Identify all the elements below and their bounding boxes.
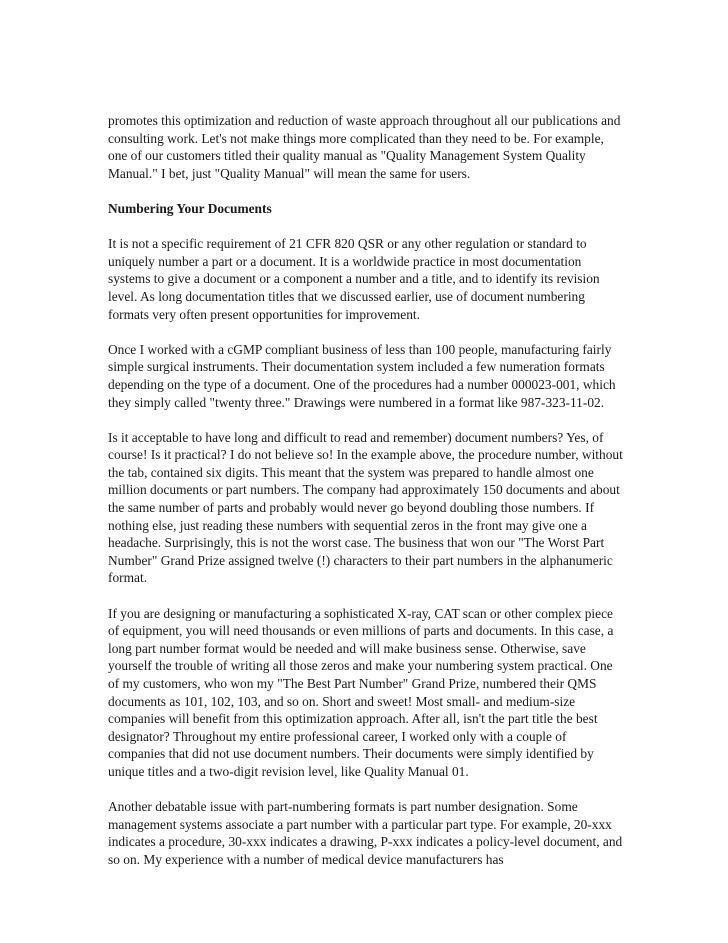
paragraph-cgmp-example: Once I worked with a cGMP compliant business of less than 100 people, manufacturing fairly simple surgical instruments. Their documentation system included a few numeration formats depending on the type of a document. One of the procedures had a number 000023-001, which they simply called "twenty three." Drawings were numbered in a format like 987-323-11-02. bbox=[108, 341, 616, 410]
paragraph-complex-equipment: If you are designing or manufacturing a sophisticated X-ray, CAT scan or other complex piece of equipment, you will need thousands or even millions of parts and documents. In this case, a long part number format would be needed and will make business sense. Otherwise, save yourself the trouble of writing all those zeros and make your numbering system practical. One of my customers, who won my "The Best Part Number" Grand Prize, numbered their QMS documents as 101, 102, 103, and so on. Short and sweet! Most small- and medium-size companies will benefit from this optimization approach. After all, isn't the part title the best designator? Throughout my entire professional career, I worked only with a couple of companies that did not use document numbers. Their documents were simply identified by unique titles and a two-digit revision level, like Quality Manual 01. bbox=[108, 605, 614, 779]
section-heading: Numbering Your Documents bbox=[108, 200, 272, 216]
paragraph-part-designation: Another debatable issue with part-numbering formats is part number designation. Some management systems associate a part number with a particular part type. For example, 20-xxx indicates a procedure, 30-xxx indicates a drawing, P-xxx indicates a policy-level document, and so on. My experience with a number of medical device manufacturers has bbox=[108, 799, 623, 867]
intro-paragraph: promotes this optimization and reduction of waste approach throughout all our publications and consulting work. Let's not make things more complicated than they need to be. For example, one of our customers titled their quality manual as "Quality Management System Quality Manual." I bet, just "Quality Manual" will mean the same for users. bbox=[108, 113, 621, 181]
document-page bbox=[108, 112, 624, 886]
paragraph-requirement: It is not a specific requirement of 21 CFR 820 QSR or any other regulation or standard to uniquely number a part or a document. It is a worldwide practice in most documentation systems to give a document or a component a number and a title, and to identify its revision level. As long documentation titles that we discussed earlier, use of document numbering formats very often present opportunities for improvement. bbox=[108, 236, 600, 322]
paragraph-acceptability: Is it acceptable to have long and difficult to read and remember) document numbers? Yes, of course! Is it practical? I do not believe so! In the example above, the procedure number, without the tab, contained six digits. This meant that the system was prepared to handle almost one million documents or part numbers. The company had approximately 150 documents and about the same number of parts and probably would never go beyond doubling those numbers. If nothing else, just reading these numbers with sequential zeros in the front may give one a headache. Surprisingly, this is not the worst case. The business that won our "The Worst Part Number" Grand Prize assigned twelve (!) characters to their part numbers in the alphanumeric format. bbox=[108, 429, 623, 586]
